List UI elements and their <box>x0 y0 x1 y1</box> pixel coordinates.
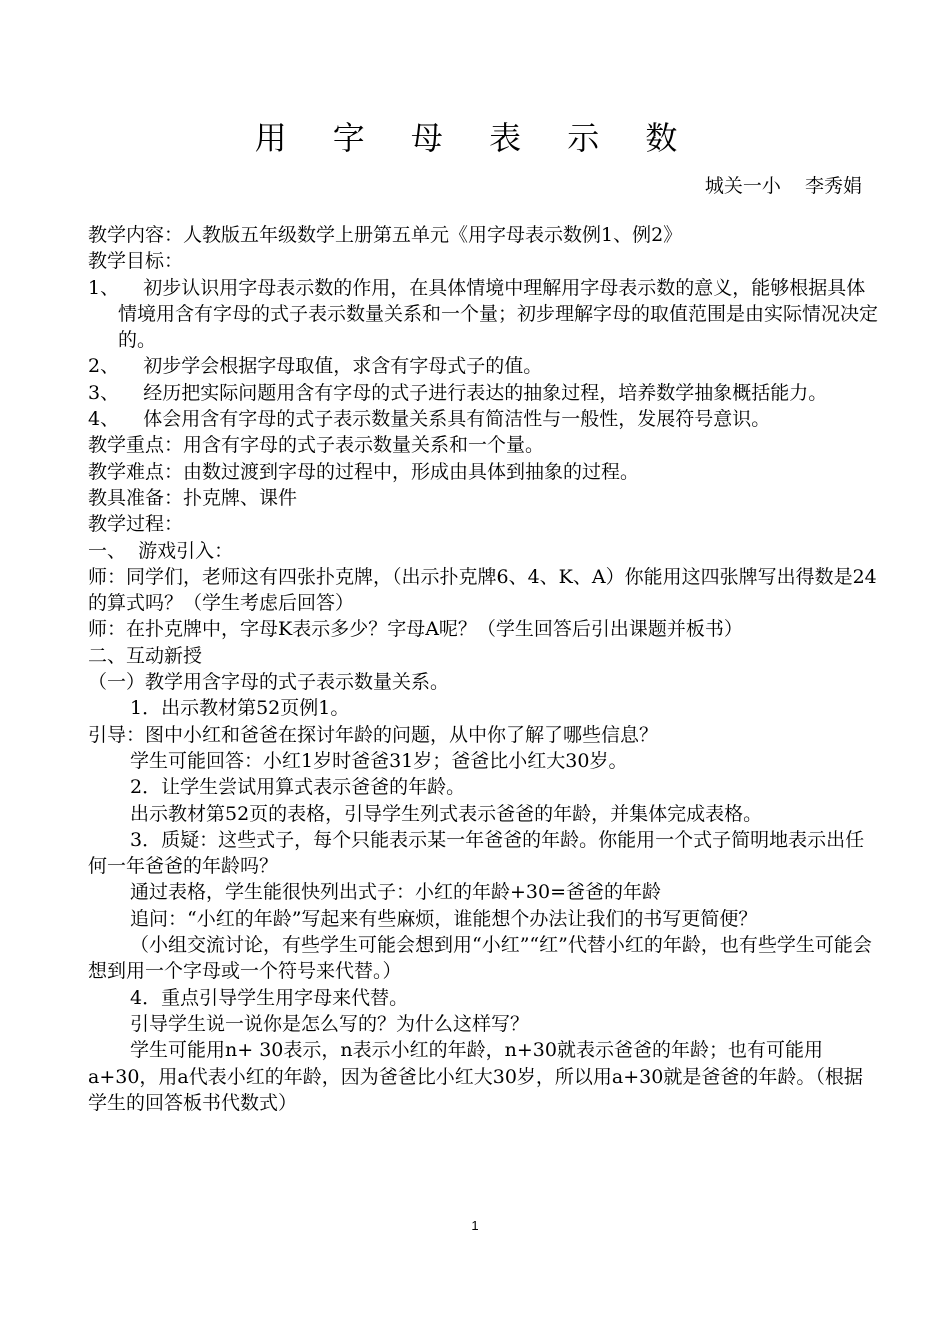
paragraph-teacher-1: 师：同学们，老师这有四张扑克牌，（出示扑克牌6、4、K、A）你能用这四张牌写出得数是24的算式吗？（学生考虑后回答） <box>88 565 877 615</box>
step-4: 4．重点引导学生用字母来代替。 <box>130 986 409 1009</box>
objective-item-4: 4、 体会用含有字母的式子表示数量关系具有简洁性与一般性，发展符号意识。 <box>88 408 771 431</box>
paragraph-guide: 引导：图中小红和爸爸在探讨年龄的问题，从中你了解了哪些信息？ <box>88 723 659 746</box>
paragraph-difficulty: 教学难点：由数过渡到字母的过程中，形成由具体到抽象的过程。 <box>88 460 640 483</box>
step-2: 2．让学生尝试用算式表示爸爸的年龄。 <box>130 776 466 799</box>
objective-item-1: 1、 初步认识用字母表示数的作用，在具体情境中理解用字母表示数的意义，能够根据具体情境用含有字母的式子表示数量关系和一个量；初步理解字母的取值范围是由实际情况决定的。 <box>88 276 879 352</box>
paragraph-show-table: 出示教材第52页的表格，引导学生列式表示爸爸的年龄，并集体完成表格。 <box>130 802 763 825</box>
step-3: 3．质疑：这些式子，每个只能表示某一年爸爸的年龄。你能用一个式子简明地表示出任何一年爸爸的年龄吗？ <box>88 828 865 878</box>
section-heading-1: 一、 游戏引入： <box>88 539 234 562</box>
paragraph-group-discussion: （小组交流讨论，有些学生可能会想到用“小红”“红”代替小红的年龄，也有些学生可能会想到用一个字母或一个符号来代替。） <box>88 934 872 983</box>
paragraph-key-point: 教学重点：用含有字母的式子表示数量关系和一个量。 <box>88 434 545 457</box>
paragraph-process-heading: 教学过程： <box>88 513 184 536</box>
document-title: 用 字 母 表 示 数 <box>254 119 696 157</box>
page-number: 1 <box>471 1218 479 1233</box>
paragraph-content: 教学内容：人教版五年级数学上册第五单元《用字母表示数例1、例2》 <box>88 224 683 246</box>
document-body <box>88 222 878 1116</box>
section-heading-2: 二、互动新授 <box>88 644 203 667</box>
paragraph-materials: 教具准备：扑克牌、课件 <box>88 486 298 509</box>
paragraph-table-formula: 通过表格，学生能很快列出式子：小红的年龄+30=爸爸的年龄 <box>130 881 662 904</box>
paragraph-guide-explain: 引导学生说一说你是怎么写的？为什么这样写？ <box>130 1012 530 1035</box>
paragraph-student-answer-1: 学生可能回答：小红1岁时爸爸31岁；爸爸比小红大30岁。 <box>130 749 628 772</box>
paragraph-follow-up: 追问：“小红的年龄”写起来有些麻烦，谁能想个办法让我们的书写更简便？ <box>130 907 758 930</box>
paragraph-objectives-heading: 教学目标： <box>88 250 184 273</box>
author-line: 城关一小 李秀娟 <box>704 175 862 197</box>
objective-item-3: 3、 经历把实际问题用含有字母的式子进行表达的抽象过程，培养数学抽象概括能力。 <box>88 381 828 404</box>
subsection-heading-1: （一）教学用含字母的式子表示数量关系。 <box>88 671 450 694</box>
paragraph-teacher-2: 师：在扑克牌中，字母K表示多少？字母A呢？（学生回答后引出课题并板书） <box>88 618 743 641</box>
objective-item-2: 2、 初步学会根据字母取值，求含有字母式子的值。 <box>88 355 543 378</box>
paragraph-student-answer-2: 学生可能用n+ 30表示，n表示小红的年龄，n+30就表示爸爸的年龄；也有可能用a+30，用a代表小红的年龄，因为爸爸比小红大30岁，所以用a+30就是爸爸的年龄。（根据学生的回答板书代数式） <box>88 1039 863 1114</box>
step-1: 1．出示教材第52页例1。 <box>130 697 350 720</box>
